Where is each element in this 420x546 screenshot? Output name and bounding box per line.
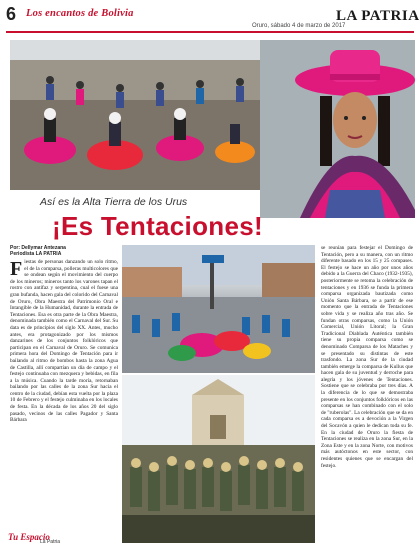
dateline: Oruro, sábado 4 de marzo de 2017: [252, 23, 346, 29]
newspaper-name: LA PATRIA: [336, 8, 420, 24]
tu-espacio-sublabel: La Patria: [40, 539, 61, 545]
dancers-church-photo: [122, 375, 315, 543]
dancers-parade-photo: [10, 40, 280, 190]
article-column-right: se reunían para festejar el Domingo de Tentación, pero a su manera, con un ritmo diferente basado en los 15 y 25 compases. El festejo se hace un año por unos años debido a la Guerra del Chaco (1932-1935), posteriormente se retoma la celebración de tentaciones y en 1936 se funda la primera comparsa organizada bautizada como Unión Santa Bárbara, se a partir de ese momento que la entrada de Tentaciones sobre vida y se realiza año tras año. Se fundan otras comparsas, como la Unión Comercial, Unión Litoral; la Gran Tradicional Diablada Auténtica también tiene su propia comparsa como se denominado Comparsa de los Mataches y se presentado su distintas de este trasfondo. La zona Sur de la ciudad también emerge la comparsa de Kullus que hacen gala de su juventud y derroche para alegría y los jóvenes de Tentaciones. Sostiene que se celebraba por tres días. A la diferencia de lo que se demostraba presente en los conjuntos folklóricos en las comparsas se han combinado con el solo de "ruberolas". La celebración que se da en cada comparsa es a devoción a la Virgen del Socavón a quien le dedican toda su fe. En la ciudad de Oruro la fiesta de Tentaciones se realiza en la zona Sur, en la Zona Este y en la zona Norte, con motivos más autóctonos en este sector, con residentes quienes que se encargan del festejo.: [321, 245, 413, 469]
byline-outlet: Periodista LA PATRIA: [10, 251, 62, 257]
article-headline: ¡Es Tentaciones!: [52, 211, 263, 241]
article-kicker: Así es la Alta Tierra de los Urus: [40, 196, 188, 208]
woman-portrait-illustration: [260, 40, 415, 218]
section-title: Los encantos de Bolivia: [26, 8, 134, 19]
drop-cap: F: [10, 259, 23, 280]
header-rule: [6, 31, 414, 33]
byline-author: Por: Dellymar Antezana: [10, 245, 66, 251]
woman-pink-hat-photo: [260, 40, 415, 218]
tu-espacio-logo: Tu Espacio: [8, 532, 50, 542]
dancers-church-illustration: [122, 375, 315, 543]
street-parade-illustration: [122, 245, 315, 373]
street-parade-photo: [122, 245, 315, 373]
page-number: 6: [6, 4, 17, 24]
column-left-text: iestas de personas danzando un solo ritmo, el de la comparsa, polleras multicolores que se ondean según el movimiento del cuerpo de los mineros; mineros tanto los varones tapan el rostro con antifaz y serpentina, cual el fuese una gran bufanda, hacen gala del colorido del Carnaval de Oruro, Obra Maestra del Patrimonio Oral e Intangible de la Humanidad, durante la entrada de Tentaciones. Esa es otra parte de la Obra Maestra, denominada también como el Carnaval del Sur. Su data es de principios del siglo XX. Antes, mucho antes, era protagonizado por los mismos danzarines de los conjuntos folklóricos que participan en el Carnaval de Oruro. Se comunica primera hora del Domingo de Tentación para ir bailando al ritmo de bombos hasta la zona Agua de Castilla, allí compartían un día de campo y el festejo continuaba con mezquera y bebidas, en fila a la música. Cuando la tarde moría, retornaban bailando por las calles de la zona Sur hacia el centro de la ciudad, debían esta vuelta por la plaza 10 de Febrero y el festejo culminaba en los locales de festa. En la década de los años 20 del siglo pasado, vecinos de las calles Pagador y Santa Bárbara: [10, 259, 118, 424]
dancers-parade-illustration: [10, 40, 280, 190]
article-column-left: [10, 259, 118, 531]
